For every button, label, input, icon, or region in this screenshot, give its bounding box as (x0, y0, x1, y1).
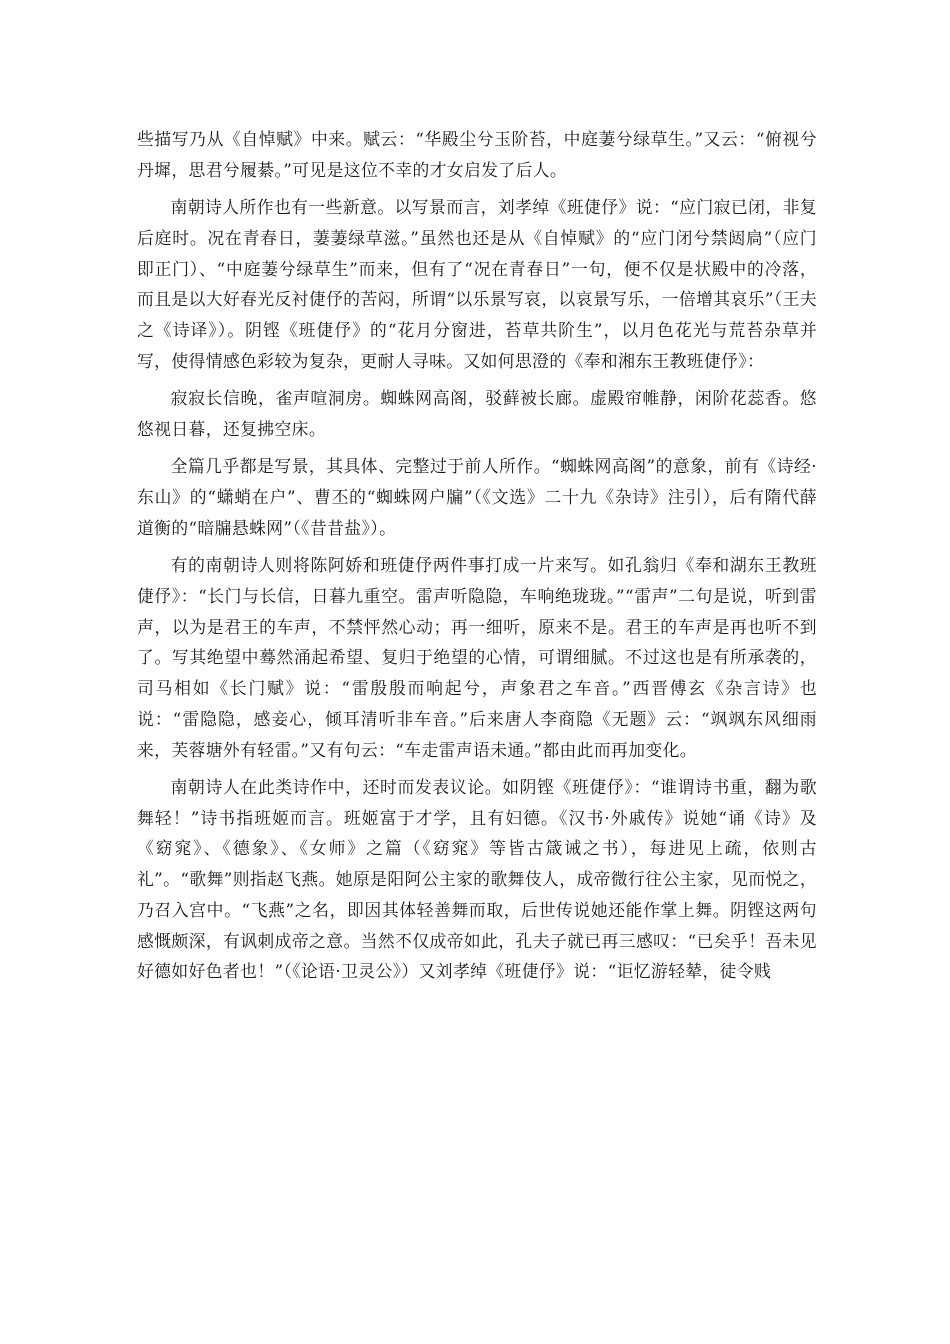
paragraph: 些描写乃从《自悼赋》中来。赋云：“华殿尘兮玉阶苔，中庭萋兮绿草生。”又云：“俯视兮丹墀，思君兮履綦。”可见是这位不幸的才女启发了后人。 (137, 129, 817, 180)
document-page (137, 124, 817, 994)
paragraph: 有的南朝诗人则将陈阿娇和班倢伃两件事打成一片来写。如孔翁归《奉和湖东王教班倢伃》：“长门与长信，日暮九重空。雷声听隐隐，车响绝珑珑。”“雷声”二句是说，听到雷声，以为是君王的车声，不禁怦然心动；再一细听，原来不是。君王的车声是再也听不到了。写其绝望中蓦然涌起希望、复归于绝望的心情，可谓细腻。不过这也是有所承袭的，司马相如《长门赋》说：“雷殷殷而响起兮，声象君之车音。”西晋傅玄《杂言诗》也说：“雷隐隐，感妾心，倾耳清听非车音。”后来唐人李商隐《无题》云：“飒飒东风细雨来，芙蓉塘外有轻雷。”又有句云：“车走雷声语未通。”都由此而再加变化。 (137, 555, 817, 760)
paragraph: 全篇几乎都是写景，其具体、完整过于前人所作。“蜘蛛网高阁”的意象，前有《诗经·东山》的“蟏蛸在户”、曹丕的“蜘蛛网户牖”（《文选》二十九《杂诗》注引），后有隋代薛道衡的“暗牖悬蛛网”（《昔昔盐》）。 (137, 456, 817, 538)
paragraph: 南朝诗人所作也有一些新意。以写景而言，刘孝绰《班倢伃》说：“应门寂已闭，非复后庭时。况在青春日，萋萋绿草滋。”虽然也还是从《自悼赋》的“应门闭兮禁闼扃”（应门即正门）、“中庭萋兮绿草生”而来，但有了“况在青春日”一句，便不仅是状殿中的冷落，而且是以大好春光反衬倢伃的苦闷，所谓“以乐景写哀，以哀景写乐，一倍增其哀乐”（王夫之《诗译》）。阴铿《班倢伃》的“花月分窗进，苔草共阶生”，以月色花光与荒苔杂草并写，使得情感色彩较为复杂，更耐人寻味。又如何思澄的《奉和湘东王教班倢伃》： (137, 197, 817, 371)
paragraph: 南朝诗人在此类诗作中，还时而发表议论。如阴铿《班倢伃》：“谁谓诗书重，翻为歌舞轻！”诗书指班姬而言。班姬富于才学，且有妇德。《汉书·外戚传》说她“诵《诗》及《窈窕》、《德象》、《女师》之篇（《窈窕》等皆古箴诫之书），每进见上疏，依则古礼”。“歌舞”则指赵飞燕。她原是阳阿公主家的歌舞伎人，成帝微行往公主家，见而悦之，乃召入宫中。“飞燕”之名，即因其体轻善舞而取，后世传说她还能作掌上舞。阴铿这两句感慨颇深，有讽刺成帝之意。当然不仅成帝如此，孔夫子就已再三感叹：“已矣乎！吾未见好德如好色者也！”（《论语·卫灵公》）又刘孝绰《班倢伃》说：“讵忆游轻辇，徒令贱 (137, 777, 817, 982)
poem-quote: 寂寂长信晚，雀声喧洞房。蜘蛛网高阁，驳藓被长廊。虚殿帘帷静，闲阶花蕊香。悠悠视日暮，还复拂空床。 (137, 388, 817, 439)
